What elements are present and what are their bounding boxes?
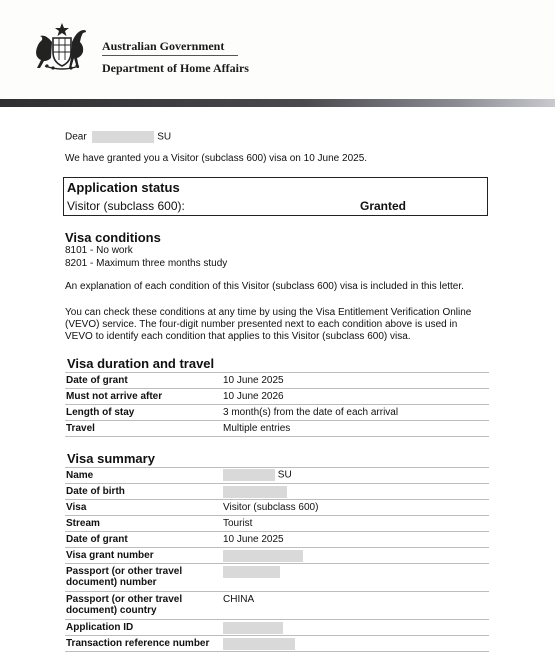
redacted-transaction-reference	[223, 638, 295, 650]
table-row: Visa grant number	[65, 548, 489, 564]
visa-summary-table	[65, 467, 489, 652]
table-row: Date of birth	[65, 484, 489, 500]
visa-duration-heading: Visa duration and travel	[67, 356, 215, 371]
redacted-application-id	[223, 622, 283, 634]
status-label: Visitor (subclass 600):	[67, 199, 185, 213]
table-row: Application ID	[65, 620, 489, 636]
vevo-text-line: (VEVO) service. The four-digit number presented next to each condition above is used in	[65, 319, 458, 330]
table-row: Stream Tourist	[65, 516, 489, 532]
salutation: Dear SU	[65, 131, 172, 143]
table-row: Passport (or other travel document) number	[65, 564, 489, 592]
department-name: Department of Home Affairs	[102, 61, 249, 75]
table-row: Must not arrive after 10 June 2026	[65, 389, 489, 405]
table-row: Date of grant 10 June 2025	[65, 532, 489, 548]
coat-of-arms-icon	[31, 22, 93, 74]
redacted-date-of-birth	[223, 486, 287, 498]
redacted-passport-number	[223, 566, 280, 578]
visa-summary-heading: Visa summary	[67, 451, 155, 466]
status-title: Application status	[67, 180, 180, 195]
application-status-box	[63, 177, 488, 216]
table-row: Travel Multiple entries	[65, 421, 489, 437]
visa-conditions-heading: Visa conditions	[65, 230, 161, 245]
header-band	[0, 99, 555, 107]
redacted-given-name	[92, 131, 154, 143]
table-row: Name SU	[65, 468, 489, 484]
grant-sentence: We have granted you a Visitor (subclass 600) visa on 10 June 2025.	[65, 153, 368, 164]
table-row: Visa Visitor (subclass 600)	[65, 500, 489, 516]
table-row: Length of stay 3 month(s) from the date of each arrival	[65, 405, 489, 421]
letterhead	[0, 0, 555, 99]
header-divider	[102, 55, 238, 56]
vevo-text-line: You can check these conditions at any time by using the Visa Entitlement Verification Online	[65, 307, 472, 318]
condition-item: 8101 - No work	[65, 245, 133, 256]
condition-item: 8201 - Maximum three months study	[65, 258, 228, 269]
vevo-text-line: VEVO to identify each condition that applies to this Visitor (subclass 600) visa.	[65, 331, 411, 342]
surname: SU	[157, 131, 172, 143]
government-name: Australian Government	[102, 39, 225, 53]
redacted-given-name	[223, 469, 275, 481]
table-row: Date of grant 10 June 2025	[65, 373, 489, 389]
visa-duration-table	[65, 372, 489, 437]
conditions-explanation: An explanation of each condition of this Visitor (subclass 600) visa is included in this letter.	[65, 281, 464, 292]
table-row: Passport (or other travel document) country CHINA	[65, 592, 489, 620]
table-row: Transaction reference number	[65, 636, 489, 652]
redacted-visa-grant-number	[223, 550, 303, 562]
status-value: Granted	[360, 199, 407, 213]
